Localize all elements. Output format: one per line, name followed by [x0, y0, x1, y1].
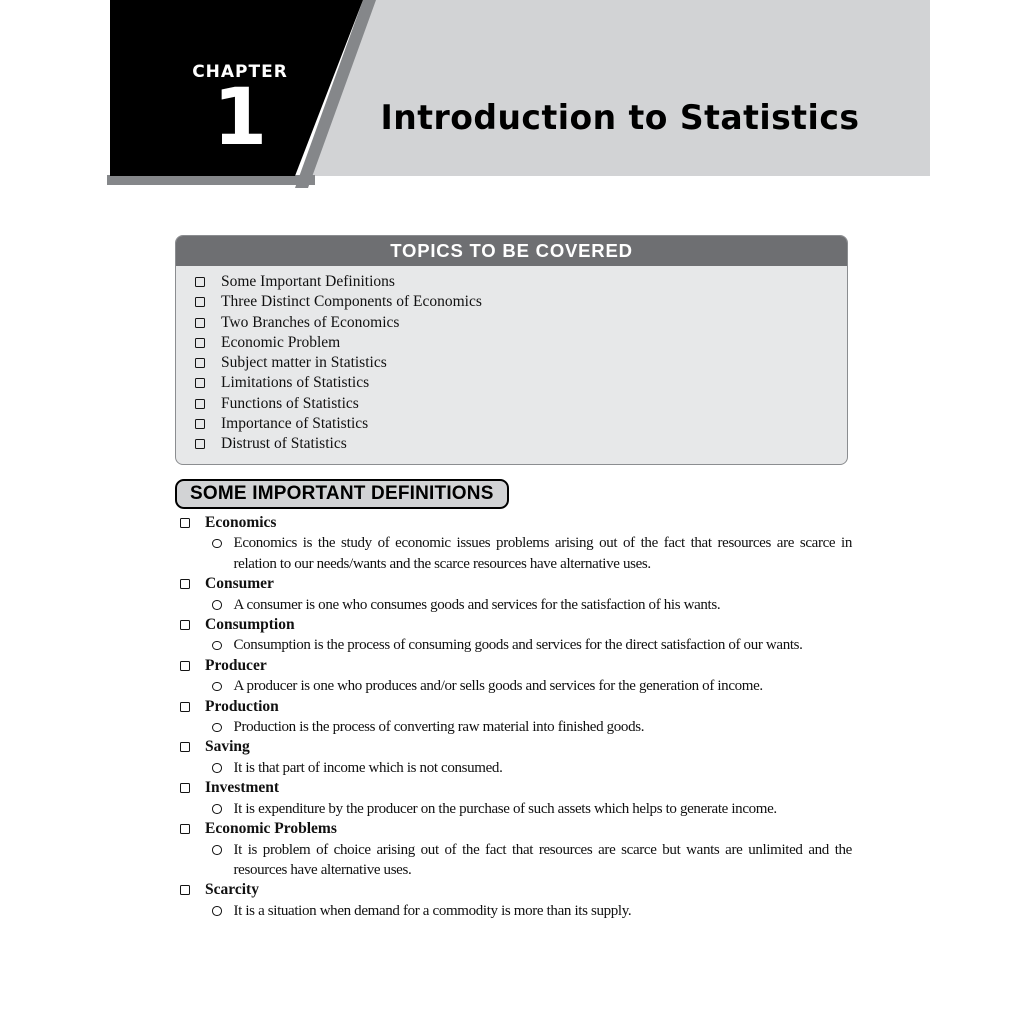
circle-bullet-icon — [212, 845, 222, 855]
topic-label: Importance of Statistics — [221, 415, 369, 433]
definition-term: Producer — [205, 656, 267, 674]
definition-term: Investment — [205, 779, 280, 797]
topic-label: Three Distinct Components of Economics — [221, 293, 482, 311]
definition-text: It is problem of choice arising out of the fact that resources are scarce but wants are unlimited and the resources have alternative uses. — [233, 841, 852, 878]
topic-list-item — [186, 313, 837, 333]
definition-term-row — [175, 880, 852, 900]
definition-term: Saving — [205, 738, 250, 756]
definition-entry — [175, 778, 852, 819]
definition-body-row — [175, 840, 852, 881]
square-bullet-icon — [195, 318, 205, 328]
definition-entry — [175, 880, 852, 921]
chapter-banner-background — [302, 0, 930, 176]
topic-list-item — [186, 333, 837, 353]
circle-bullet-icon — [212, 804, 222, 814]
definition-body-row — [175, 635, 852, 655]
definitions-list — [175, 513, 852, 921]
definition-body-row — [175, 901, 852, 921]
definition-term-row — [175, 819, 852, 839]
square-bullet-icon — [195, 378, 205, 388]
definition-text: Production is the process of converting raw material into finished goods. — [233, 719, 645, 736]
definition-term-row — [175, 737, 852, 757]
square-bullet-icon — [180, 783, 190, 793]
definition-term-row — [175, 615, 852, 635]
topic-list-item — [186, 434, 837, 454]
topic-label: Two Branches of Economics — [221, 313, 400, 331]
circle-bullet-icon — [212, 641, 222, 651]
definition-text: Consumption is the process of consuming goods and services for the direct satisfaction of our wants. — [233, 637, 803, 654]
definition-term: Economic Problems — [205, 820, 337, 838]
square-bullet-icon — [195, 338, 205, 348]
definition-term: Production — [205, 697, 279, 715]
definition-term-row — [175, 513, 852, 533]
definition-term: Economics — [205, 514, 277, 531]
topic-list-item — [186, 414, 837, 434]
square-bullet-icon — [180, 620, 190, 630]
definition-entry — [175, 697, 852, 738]
topic-list-item — [186, 272, 837, 292]
square-bullet-icon — [195, 419, 205, 429]
topic-label: Some Important Definitions — [221, 273, 395, 290]
topic-list-item — [186, 394, 837, 414]
circle-bullet-icon — [212, 600, 222, 610]
topic-list-item — [186, 292, 837, 312]
definition-text: Economics is the study of economic issues problems arising out of the fact that resources are scarce in relation to our needs/wants and the scarce resources have alternative uses. — [233, 535, 852, 572]
definition-body-row — [175, 717, 852, 737]
definition-entry — [175, 513, 852, 574]
square-bullet-icon — [180, 518, 190, 528]
square-bullet-icon — [180, 702, 190, 712]
chapter-title: Introduction to Statistics — [380, 98, 860, 138]
topics-box — [175, 235, 848, 465]
definition-text: It is a situation when demand for a commodity is more than its supply. — [233, 902, 632, 919]
definition-term: Consumption — [205, 616, 295, 634]
definition-term: Consumer — [205, 575, 274, 593]
chapter-number: 1 — [212, 73, 268, 163]
circle-bullet-icon — [212, 682, 222, 692]
square-bullet-icon — [180, 885, 190, 895]
definition-entry — [175, 615, 852, 656]
topic-label: Distrust of Statistics — [221, 435, 347, 453]
square-bullet-icon — [195, 399, 205, 409]
square-bullet-icon — [195, 277, 205, 287]
square-bullet-icon — [195, 297, 205, 307]
square-bullet-icon — [180, 661, 190, 671]
definition-body-row — [175, 758, 852, 778]
circle-bullet-icon — [212, 723, 222, 733]
chapter-label: CHAPTER — [192, 62, 288, 82]
definition-term: Scarcity — [205, 881, 259, 899]
square-bullet-icon — [180, 742, 190, 752]
section-heading: SOME IMPORTANT DEFINITIONS — [175, 479, 509, 509]
definition-body-row — [175, 799, 852, 819]
topic-label: Economic Problem — [221, 333, 341, 351]
circle-bullet-icon — [212, 906, 222, 916]
definition-text: It is that part of income which is not consumed. — [233, 759, 503, 776]
definition-term-row — [175, 697, 852, 717]
topic-label: Functions of Statistics — [221, 394, 359, 412]
definition-term-row — [175, 574, 852, 594]
definition-text: A producer is one who produces and/or sells goods and services for the generation of income. — [233, 678, 763, 695]
square-bullet-icon — [195, 358, 205, 368]
definition-entry — [175, 574, 852, 615]
topic-label: Subject matter in Statistics — [221, 354, 387, 372]
chapter-box-shadow — [107, 175, 315, 185]
definition-text: It is expenditure by the producer on the purchase of such assets which helps to generate income. — [233, 800, 777, 817]
definition-entry — [175, 656, 852, 697]
definition-term-row — [175, 656, 852, 676]
definition-body-row — [175, 533, 852, 574]
topic-list-item — [186, 353, 837, 373]
definition-entry — [175, 819, 852, 880]
definition-body-row — [175, 676, 852, 696]
topics-list — [176, 266, 847, 464]
topic-list-item — [186, 373, 837, 393]
definition-text: A consumer is one who consumes goods and services for the satisfaction of his wants. — [233, 596, 721, 613]
square-bullet-icon — [180, 579, 190, 589]
circle-bullet-icon — [212, 539, 222, 549]
definition-term-row — [175, 778, 852, 798]
square-bullet-icon — [180, 824, 190, 834]
circle-bullet-icon — [212, 763, 222, 773]
definition-entry — [175, 737, 852, 778]
square-bullet-icon — [195, 439, 205, 449]
topics-box-title: TOPICS TO BE COVERED — [176, 236, 847, 266]
definition-body-row — [175, 595, 852, 615]
topic-label: Limitations of Statistics — [221, 374, 370, 392]
